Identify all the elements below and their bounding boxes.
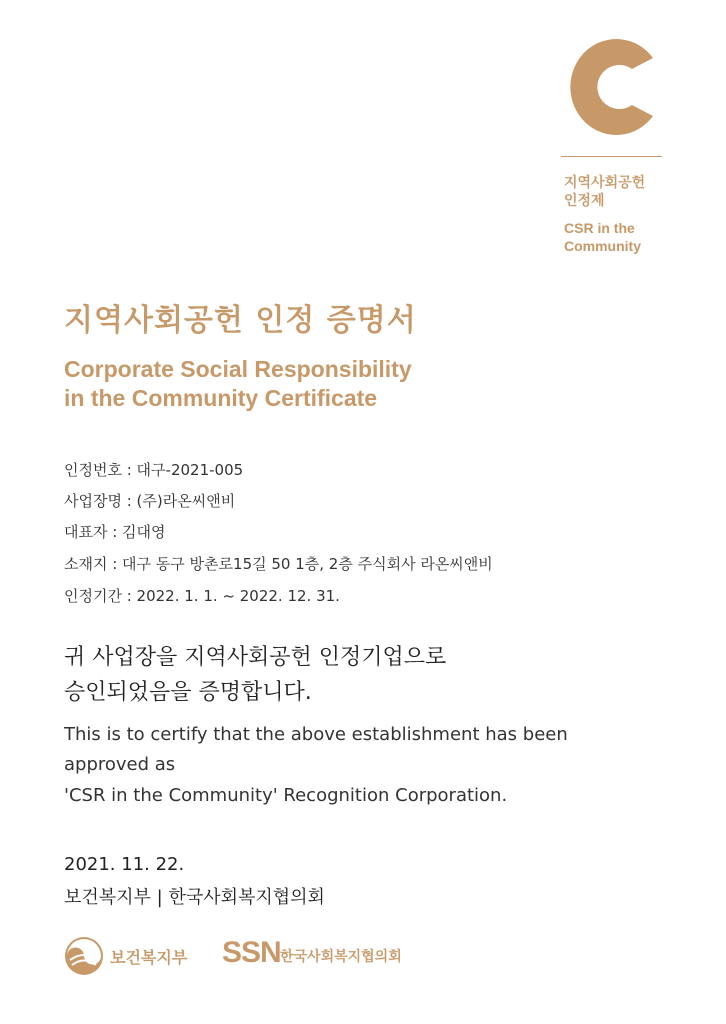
logo-text-line-4: Community: [564, 238, 641, 254]
certification-period: 인정기간 : 2022. 1. 1. ~ 2022. 12. 31.: [64, 587, 340, 605]
statement-english-line-1: This is to certify that the above establishment has been: [64, 724, 568, 745]
certificate-title-english-line-2: in the Community Certificate: [64, 385, 378, 411]
company-name: 사업장명 : (주)라온씨앤비: [64, 492, 236, 510]
statement-english-line-2: approved as: [64, 754, 176, 775]
logo-divider: [561, 156, 662, 157]
representative-name: 대표자 : 김대영: [64, 523, 166, 541]
statement-english-line-3: 'CSR in the Community' Recognition Corporation.: [64, 785, 508, 806]
logo-text-line-3: CSR in the: [564, 220, 635, 236]
certification-number: 인정번호 : 대구-2021-005: [64, 461, 244, 479]
ssn-logo-mark: SSN: [222, 936, 281, 969]
certificate-title-korean: 지역사회공헌 인정 증명서: [64, 303, 417, 338]
mohw-logo-text: 보건복지부: [110, 948, 188, 967]
logo-text-line-2: 인정제: [564, 192, 605, 208]
statement-korean-line-1: 귀 사업장을 지역사회공헌 인정기업으로: [64, 645, 447, 670]
csr-c-logo-icon: [562, 36, 660, 138]
certificate-title-english-line-1: Corporate Social Responsibility: [64, 356, 412, 382]
issue-date: 2021. 11. 22.: [64, 854, 185, 875]
ssn-logo-text: 한국사회복지협의회: [280, 949, 402, 965]
statement-korean-line-2: 승인되었음을 증명합니다.: [64, 680, 312, 705]
logo-text-line-1: 지역사회공헌: [564, 174, 646, 190]
issuing-organizations: 보건복지부 | 한국사회복지협의회: [64, 887, 325, 908]
company-address: 소재지 : 대구 동구 방촌로15길 50 1층, 2층 주식회사 라온씨앤비: [64, 555, 493, 573]
mohw-emblem-icon: [64, 936, 104, 976]
